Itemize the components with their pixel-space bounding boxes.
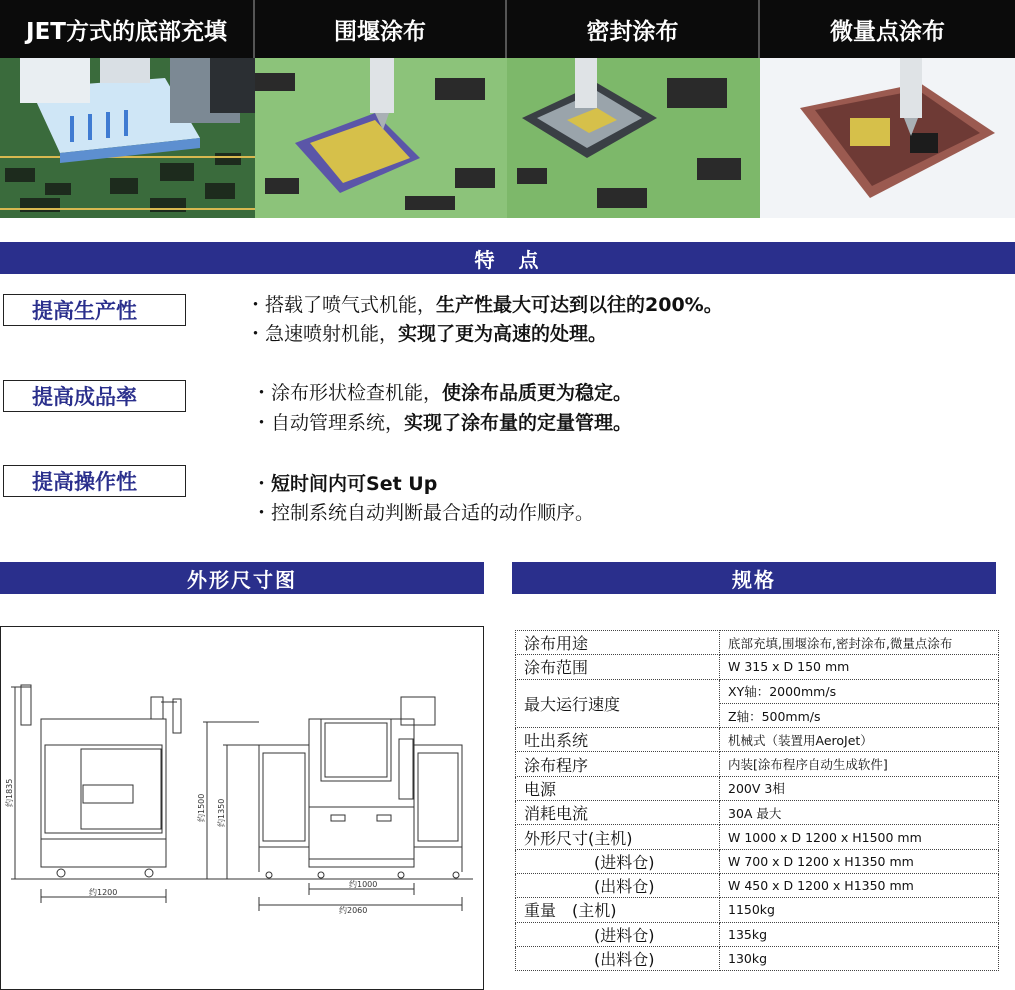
tab-jet-underfill: JET方式的底部充填	[0, 0, 255, 58]
tab-micro-dot: 微量点涂布	[760, 0, 1015, 58]
table-row	[516, 655, 999, 679]
spec-key: 重量 (主机)	[516, 898, 720, 922]
feature-label-yield: 提高成品率	[3, 380, 186, 412]
spec-value: 1150kg	[720, 898, 999, 922]
spec-key: 涂布用途	[516, 631, 720, 655]
feature-line: ・急速喷射机能，实现了更为高速的处理。	[246, 323, 608, 345]
spec-key: 最大运行速度	[516, 679, 720, 728]
spec-key: 涂布范围	[516, 655, 720, 679]
spec-value: 130kg	[720, 946, 999, 970]
specs-header: 规格	[512, 562, 996, 594]
table-row	[516, 728, 999, 752]
spec-key: 外形尺寸(主机)	[516, 825, 720, 849]
feature-label-productivity: 提高生产性	[3, 294, 186, 326]
spec-key: (出料仓)	[516, 946, 720, 970]
table-row	[516, 873, 999, 897]
table-row	[516, 752, 999, 776]
feature-line: ・控制系统自动判断最合适的动作顺序。	[252, 502, 595, 524]
spec-key: (进料仓)	[516, 849, 720, 873]
dim-label-2060: 约2060	[339, 906, 368, 915]
table-row	[516, 922, 999, 946]
table-row	[516, 898, 999, 922]
feature-line: ・短时间内可Set Up	[252, 473, 438, 495]
outline-drawing	[0, 626, 484, 990]
table-row	[516, 631, 999, 655]
dim-label-1350: 约1350	[217, 798, 226, 827]
table-row	[516, 776, 999, 800]
spec-key: 消耗电流	[516, 801, 720, 825]
dim-label-1500: 约1500	[197, 793, 206, 822]
spec-key: (出料仓)	[516, 873, 720, 897]
encapsulation-illustration	[507, 58, 760, 218]
spec-value: 内装[涂布程序自动生成软件]	[720, 752, 999, 776]
spec-value: W 315 x D 150 mm	[720, 655, 999, 679]
table-row	[516, 801, 999, 825]
spec-value: W 700 x D 1200 x H1350 mm	[720, 849, 999, 873]
feature-line: ・自动管理系统，实现了涂布量的定量管理。	[252, 412, 633, 434]
tab-encapsulation: 密封涂布	[507, 0, 760, 58]
spec-value: W 1000 x D 1200 x H1500 mm	[720, 825, 999, 849]
top-banner	[0, 0, 1015, 218]
jet-underfill-illustration	[0, 58, 255, 218]
spec-value: W 450 x D 1200 x H1350 mm	[720, 873, 999, 897]
dam-illustration	[255, 58, 507, 218]
feature-line: ・搭载了喷气式机能，生产性最大可达到以往的200%。	[246, 294, 723, 316]
table-row	[516, 679, 999, 703]
dim-label-1835: 约1835	[5, 778, 14, 807]
feature-line: ・涂布形状检查机能，使涂布品质更为稳定。	[252, 382, 633, 404]
table-row	[516, 825, 999, 849]
spec-value: 200V 3相	[720, 776, 999, 800]
spec-key: 电源	[516, 776, 720, 800]
spec-value: 机械式（装置用AeroJet）	[720, 728, 999, 752]
spec-key: 涂布程序	[516, 752, 720, 776]
table-row	[516, 849, 999, 873]
spec-table	[515, 630, 999, 971]
spec-value: Z轴：500mm/s	[720, 703, 999, 727]
spec-value: 30A 最大	[720, 801, 999, 825]
feature-label-operability: 提高操作性	[3, 465, 186, 497]
spec-value: XY轴：2000mm/s	[720, 679, 999, 703]
features-header: 特 点	[0, 242, 1015, 274]
outline-header: 外形尺寸图	[0, 562, 484, 594]
micro-dot-illustration	[760, 58, 1015, 218]
spec-key: 吐出系统	[516, 728, 720, 752]
tab-dam: 围堰涂布	[255, 0, 507, 58]
spec-value: 底部充填,围堰涂布,密封涂布,微量点涂布	[720, 631, 999, 655]
dim-label-1200: 约1200	[89, 888, 118, 897]
table-row	[516, 946, 999, 970]
spec-key: (进料仓)	[516, 922, 720, 946]
dim-label-1000: 约1000	[349, 880, 378, 889]
spec-value: 135kg	[720, 922, 999, 946]
